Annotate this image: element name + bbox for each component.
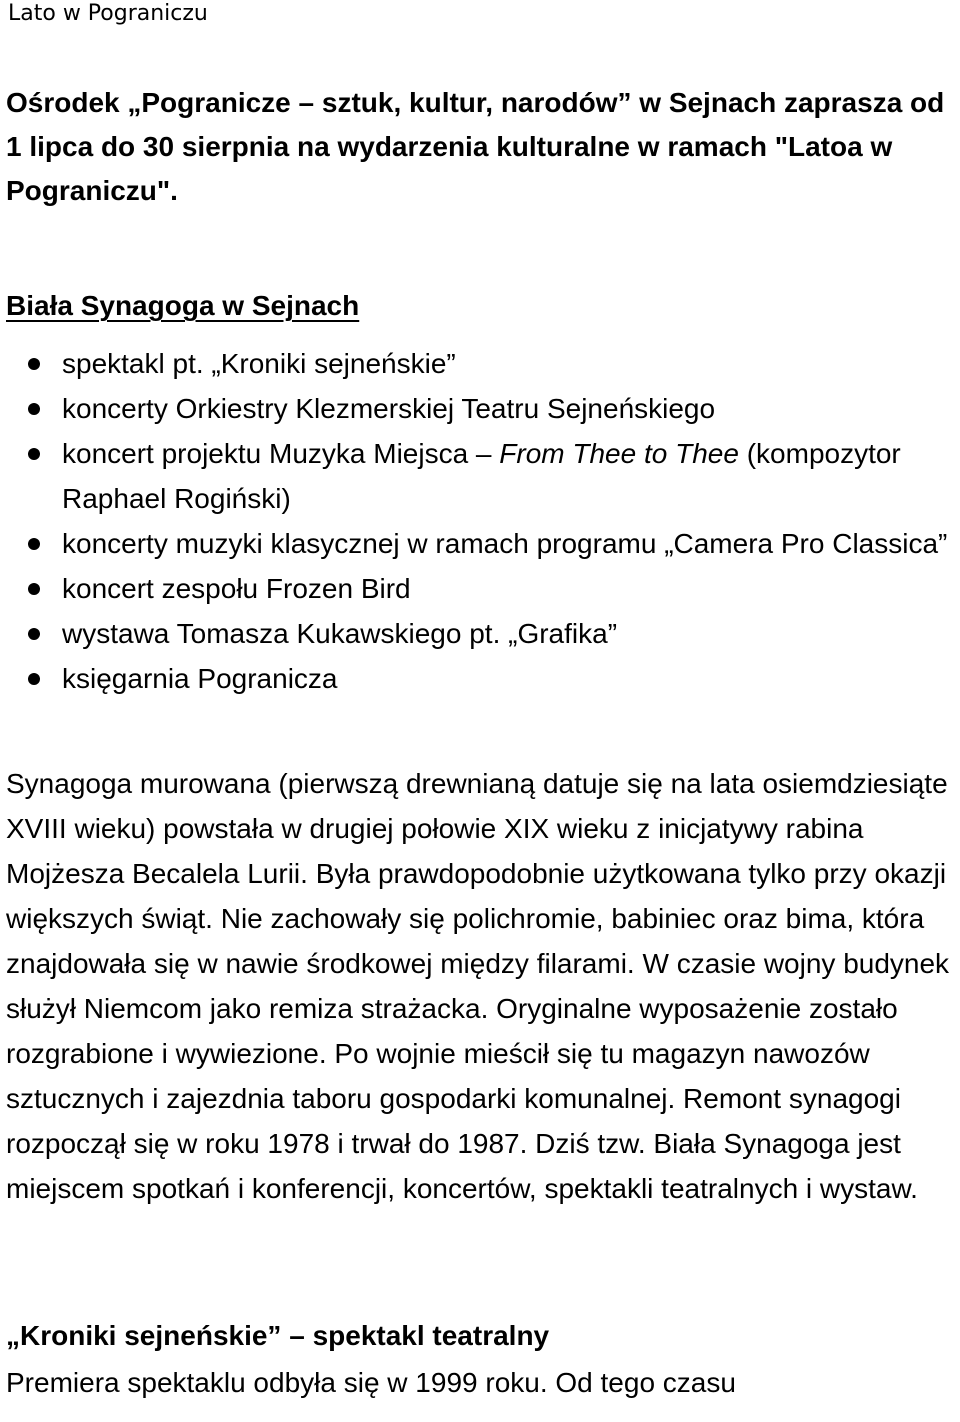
list-item-text: koncerty Orkiestry Klezmerskiej Teatru Sejneńskiego [62,393,716,424]
list-item-text: koncert projektu Muzyka Miejsca – [62,438,500,469]
bullet-icon [28,358,40,370]
kroniki-paragraph: Premiera spektaklu odbyła się w 1999 roku. Od tego czasu [6,1367,736,1398]
list-item-text: spektakl pt. „Kroniki sejneńskie” [62,348,456,379]
list-item [6,341,956,386]
kroniki-heading: „Kroniki sejneńskie” – spektakl teatralny [6,1320,550,1351]
list-item-text: koncert zespołu Frozen Bird [62,573,411,604]
synagogue-description: Synagoga murowana (pierwszą drewnianą datuje się na lata osiemdziesiąte XVIII wieku) powstała w drugiej połowie XIX wieku z inicjatywy rabina Mojżesza Becalela Lurii. Była prawdopodobnie użytkowana tylko przy okazji większych świąt. Nie zachowały się polichromie, babiniec oraz bima, która znajdowała się w nawie środkowej między filarami. W czasie wojny budynek służył Niemcom jako remiza strażacka. Oryginalne wyposażenie zostało rozgrabione i wywiezione. Po wojnie mieścił się tu magazyn nawozów sztucznych i zajezdnia taboru gospodarki komunalnej. Remont synagogi rozpoczął się w roku 1978 i trwał do 1987. Dziś tzw. Biała Synagoga jest miejscem spotkań i konferencji, koncertów, spektakli teatralnych i wystaw. [6,768,950,1204]
intro-paragraph: Ośrodek „Pogranicze – sztuk, kultur, narodów” w Sejnach zaprasza od 1 lipca do 30 sierpnia na wydarzenia kulturalne w ramach "Latoa w Pograniczu". [6,87,945,206]
bullet-icon [28,583,40,595]
list-item-after: (kompozytor Raphael Rogiński) [62,438,901,514]
list-item [6,611,956,656]
bullet-icon [28,538,40,550]
bullet-icon [28,448,40,460]
list-item-italic: From Thee to Thee [499,438,739,469]
list-item [6,431,956,521]
list-item-text: księgarnia Pogranicza [62,663,338,694]
bullet-icon [28,673,40,685]
list-item [6,566,956,611]
bullet-icon [28,628,40,640]
list-item-text: wystawa Tomasza Kukawskiego pt. „Grafika” [62,618,618,649]
events-list [6,341,956,701]
bullet-icon [28,403,40,415]
list-item [6,521,956,566]
page-header-title: Lato w Pograniczu [8,1,208,26]
section-title: Biała Synagoga w Sejnach [6,290,360,321]
list-item-text: koncerty muzyki klasycznej w ramach programu „Camera Pro Classica” [62,528,948,559]
list-item [6,386,956,431]
list-item [6,656,956,701]
